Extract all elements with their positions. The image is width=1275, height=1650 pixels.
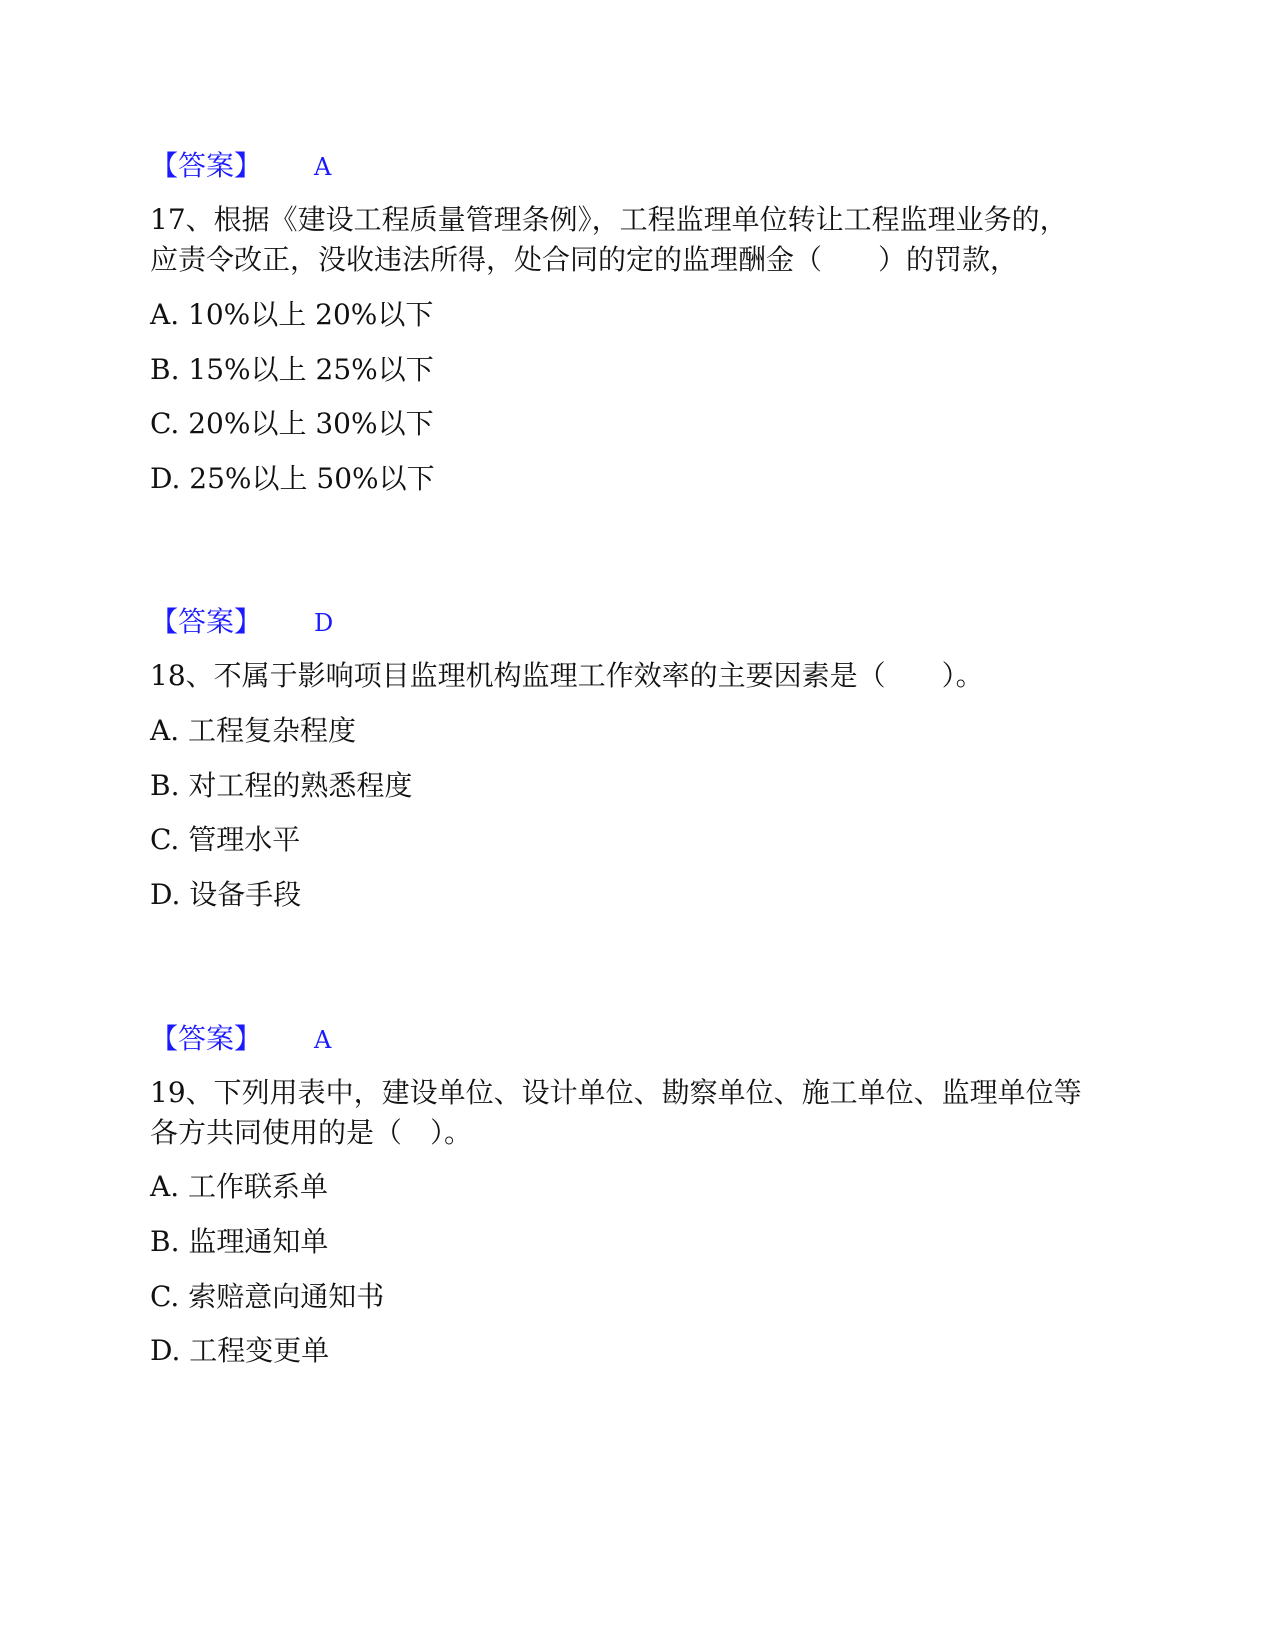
question-19-option-b: B. 监理通知单 — [150, 1225, 329, 1258]
question-18-option-a: A. 工程复杂程度 — [150, 714, 357, 747]
question-18-option-c: C. 管理水平 — [150, 823, 301, 856]
answer-value: A — [314, 1026, 332, 1054]
question-17-option-b: B. 15%以上 25%以下 — [150, 353, 434, 386]
question-18-text-line-1: 18、不属于影响项目监理机构监理工作效率的主要因素是（ ）。 — [150, 659, 984, 692]
question-19-text-line-1: 19、下列用表中，建设单位、设计单位、勘察单位、施工单位、监理单位等 — [150, 1076, 1082, 1109]
question-17-option-c: C. 20%以上 30%以下 — [150, 407, 434, 440]
question-17-option-d: D. 25%以上 50%以下 — [150, 462, 435, 495]
answer-value: D — [314, 609, 334, 637]
question-18-option-b: B. 对工程的熟悉程度 — [150, 769, 413, 802]
answer-line-2 — [150, 602, 333, 643]
question-17-option-a: A. 10%以上 20%以下 — [150, 298, 434, 331]
answer-label: 【答案】 — [150, 605, 263, 638]
question-17-text-line-2: 应责令改正，没收违法所得，处合同的定的监理酬金（ ）的罚款， — [150, 243, 1019, 276]
question-19-option-c: C. 索赔意向通知书 — [150, 1280, 385, 1313]
question-18-option-d: D. 设备手段 — [150, 878, 302, 911]
answer-line-3 — [150, 1019, 331, 1060]
answer-label: 【答案】 — [150, 1022, 263, 1055]
answer-label: 【答案】 — [150, 149, 263, 182]
question-17-text-line-1: 17、根据《建设工程质量管理条例》，工程监理单位转让工程监理业务的， — [150, 203, 1068, 236]
answer-line-1 — [150, 146, 331, 187]
answer-value: A — [314, 153, 332, 181]
question-19-option-a: A. 工作联系单 — [150, 1170, 329, 1203]
question-19-option-d: D. 工程变更单 — [150, 1334, 330, 1367]
question-19-text-line-2: 各方共同使用的是（ ）。 — [150, 1116, 473, 1149]
